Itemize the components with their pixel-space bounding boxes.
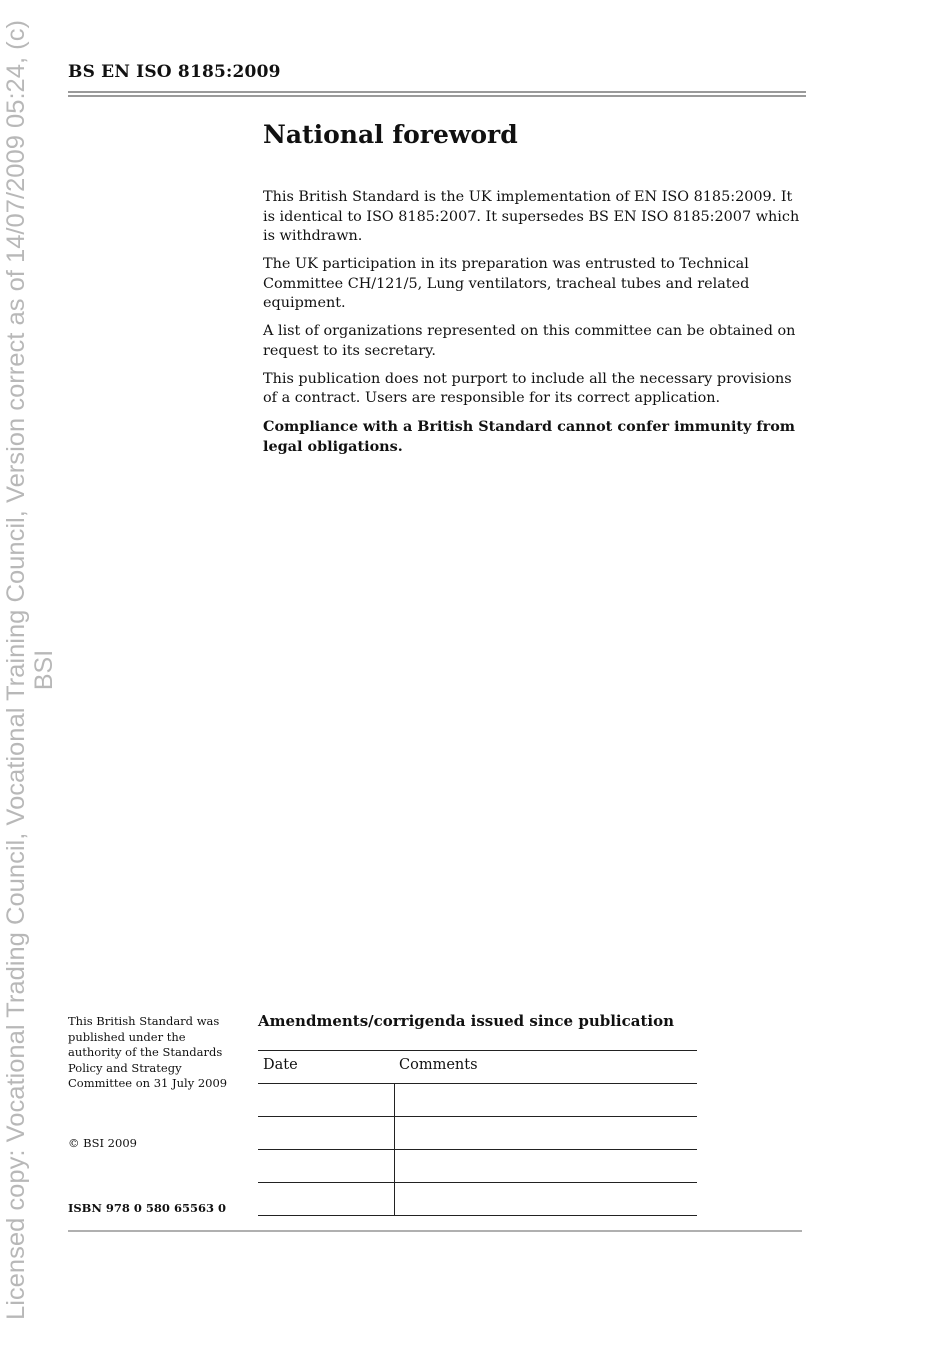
copyright-note: © BSI 2009: [68, 1136, 137, 1150]
table-row: [258, 1150, 697, 1183]
compliance-note: Compliance with a British Standard cannot confer immunity from legal obligations.: [263, 418, 796, 455]
table-row: [258, 1117, 697, 1150]
date-cell: [258, 1150, 394, 1183]
foreword-body: [263, 188, 808, 465]
date-cell: [258, 1084, 394, 1117]
watermark-line-1: Licensed copy: Vocational Trading Council, Vocational Training Council, Version correct as of 14/07/2009 05:24, (c): [2, 48, 30, 1321]
table-row: [258, 1084, 697, 1117]
foreword-paragraph: This publication does not purport to include all the necessary provisions of a contract. Users are responsible for its correct application.: [263, 370, 792, 406]
foreword-paragraph: This British Standard is the UK implementation of EN ISO 8185:2009. It is identical to ISO 8185:2007. It supersedes BS EN ISO 8185:2007 which is withdrawn.: [263, 189, 800, 244]
column-header-comments: Comments: [394, 1051, 697, 1084]
header-rule: [68, 95, 806, 97]
header-rule: [68, 91, 806, 93]
comments-cell: [394, 1183, 697, 1216]
footer-rule: [68, 1230, 802, 1232]
watermark-line-2: BSI: [30, 649, 58, 691]
amendments-title: Amendments/corrigenda issued since publication: [258, 1012, 674, 1030]
amendments-table: [258, 1050, 697, 1216]
publication-note: This British Standard was published under the authority of the Standards Policy and Strategy Committee on 31 July 2009: [68, 1014, 228, 1090]
table-header-row: [258, 1051, 697, 1084]
date-cell: [258, 1117, 394, 1150]
isbn-number: ISBN 978 0 580 65563 0: [68, 1201, 226, 1215]
comments-cell: [394, 1117, 697, 1150]
date-cell: [258, 1183, 394, 1216]
comments-cell: [394, 1150, 697, 1183]
standard-code: BS EN ISO 8185:2009: [68, 62, 281, 82]
comments-cell: [394, 1084, 697, 1117]
license-watermark: [0, 0, 70, 1345]
column-header-date: Date: [258, 1051, 394, 1084]
watermark-graphic: [0, 0, 70, 1345]
foreword-paragraph: A list of organizations represented on this committee can be obtained on request to its secretary.: [263, 323, 796, 359]
page-title: National foreword: [263, 120, 518, 149]
table-row: [258, 1183, 697, 1216]
foreword-paragraph: The UK participation in its preparation was entrusted to Technical Committee CH/121/5, Lung ventilators, tracheal tubes and related equipment.: [263, 256, 750, 311]
